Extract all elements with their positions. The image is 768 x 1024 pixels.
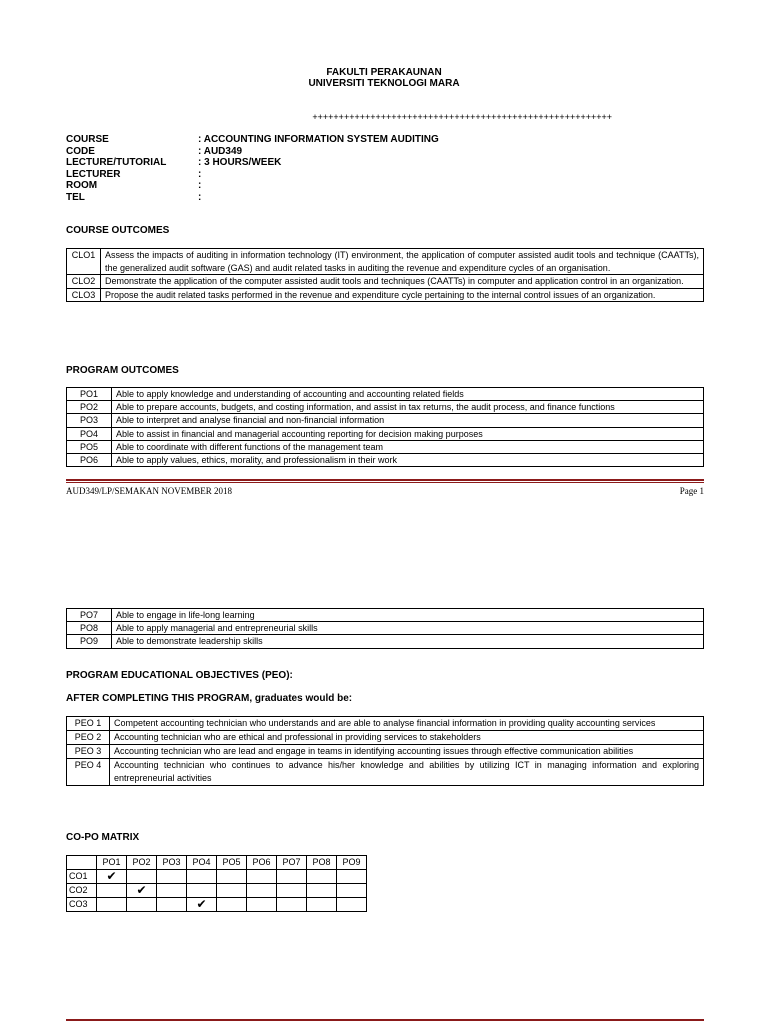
table-row: PO7 Able to engage in life-long learning bbox=[67, 609, 704, 622]
footer-rule bbox=[66, 479, 704, 481]
program-outcomes-table bbox=[66, 387, 704, 467]
table-row: PO4 Able to assist in financial and managerial accounting reporting for decision making purposes bbox=[67, 427, 704, 440]
peo-table bbox=[66, 716, 704, 786]
check-icon: ✔ bbox=[97, 870, 127, 884]
table-row: PO2 Able to prepare accounts, budgets, and costing information, and assist in tax returns, the audit process, and finance functions bbox=[67, 401, 704, 414]
university-title: UNIVERSITI TEKNOLOGI MARA bbox=[308, 78, 460, 89]
matrix-row: CO2 ✔ bbox=[67, 884, 367, 898]
table-row: PEO 4 Accounting technician who continues to advance his/her knowledge and abilities by utilizing ICT in managing information and exploring entrepreneurial activities bbox=[67, 759, 704, 786]
table-row: PO6 Able to apply values, ethics, morality, and professionalism in their work bbox=[67, 454, 704, 467]
program-outcomes-heading: PROGRAM OUTCOMES bbox=[66, 365, 179, 376]
footer-doc-code: AUD349/LP/SEMAKAN NOVEMBER 2018 bbox=[66, 486, 233, 496]
info-row-lecturer: LECTURER : bbox=[66, 168, 202, 180]
footer-rule-page2 bbox=[66, 1019, 704, 1021]
header-divider: +++++++++++++++++++++++++++++++++++++++++++++++++++++++++ bbox=[312, 112, 612, 122]
table-row: PO9 Able to demonstrate leadership skills bbox=[67, 635, 704, 648]
table-row: PEO 1 Competent accounting technician who understands and are able to analyse financial information in providing quality accounting services bbox=[67, 717, 704, 731]
matrix-row: CO3 ✔ bbox=[67, 898, 367, 912]
table-row: PEO 3 Accounting technician who are lead and engage in teams in identifying accounting issues through effective communication abilities bbox=[67, 745, 704, 759]
info-row-code: CODE : AUD349 bbox=[66, 145, 243, 157]
info-row-room: ROOM : bbox=[66, 180, 202, 191]
info-row-course: COURSE : ACCOUNTING INFORMATION SYSTEM AUDITING bbox=[66, 134, 439, 145]
info-row-lecture: LECTURE/TUTORIAL : 3 HOURS/WEEK bbox=[66, 157, 282, 168]
course-outcomes-table bbox=[66, 248, 704, 302]
peo-heading: PROGRAM EDUCATIONAL OBJECTIVES (PEO): bbox=[66, 670, 293, 681]
table-row: PEO 2 Accounting technician who are ethical and professional in providing services to stakeholders bbox=[67, 731, 704, 745]
co-po-matrix bbox=[66, 855, 367, 912]
program-outcomes-table-continued bbox=[66, 608, 704, 649]
peo-subheading: AFTER COMPLETING THIS PROGRAM, graduates would be: bbox=[66, 693, 353, 704]
matrix-heading: CO-PO MATRIX bbox=[66, 832, 140, 843]
page-number: Page 1 bbox=[679, 486, 704, 496]
footer-rule-thin bbox=[66, 482, 704, 483]
check-icon: ✔ bbox=[187, 898, 217, 912]
faculty-title: FAKULTI PERAKAUNAN bbox=[326, 67, 442, 78]
table-row: CLO1 Assess the impacts of auditing in information technology (IT) environment, the application of computer assisted audit tools and technique (CAATTs), the generalized audit software (GAS) and audit related tasks in auditing the revenue and expenditure cycles of an organisation. bbox=[67, 249, 704, 275]
table-row: CLO2 Demonstrate the application of the computer assisted audit tools and techniques (CAATTs) in computer and application control in an organization. bbox=[67, 275, 704, 289]
table-row: PO5 Able to coordinate with different functions of the management team bbox=[67, 440, 704, 453]
matrix-corner bbox=[67, 856, 97, 870]
matrix-row: CO1 ✔ bbox=[67, 870, 367, 884]
table-row: PO1 Able to apply knowledge and understanding of accounting and accounting related fields bbox=[67, 388, 704, 401]
matrix-header-row: PO1 PO2 PO3 PO4 PO5 PO6 PO7 PO8 PO9 bbox=[67, 856, 367, 870]
info-row-tel: TEL : bbox=[66, 191, 202, 203]
table-row: PO8 Able to apply managerial and entrepreneurial skills bbox=[67, 622, 704, 635]
check-icon: ✔ bbox=[127, 884, 157, 898]
course-info bbox=[66, 134, 439, 203]
table-row: CLO3 Propose the audit related tasks performed in the revenue and expenditure cycle pertaining to the internal control issues of an organization. bbox=[67, 288, 704, 302]
course-outcomes-heading: COURSE OUTCOMES bbox=[66, 225, 170, 236]
table-row: PO3 Able to interpret and analyse financial and non-financial information bbox=[67, 414, 704, 427]
